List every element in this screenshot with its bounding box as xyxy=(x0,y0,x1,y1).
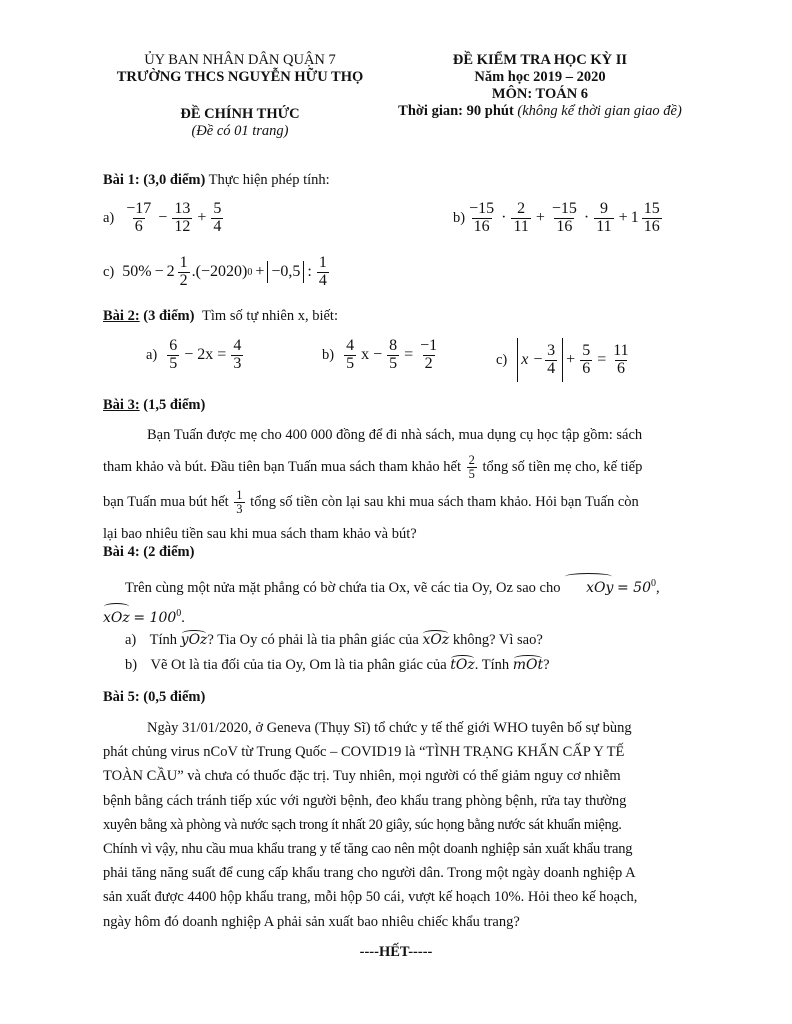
fraction: $\frac{-15}{16}$ xyxy=(551,200,577,235)
absolute-value: x − $\frac{3}{4}$ xyxy=(517,338,563,382)
bai2-b: b) $\frac{4}{5}$ x − $\frac{8}{5}$ = $\frac{-1}{2}$ xyxy=(322,337,438,372)
bai4-question-b: b) Vẽ Ot là tia đối của tia Oy, Om là tia phân giác của tOz. Tính mOt? xyxy=(125,657,550,673)
bai1-heading xyxy=(103,172,330,189)
bai5-line: TOÀN CẦU” và chưa có thuốc đặc trị. Tuy nhiên, mọi người có thể giảm nguy cơ nhiễm xyxy=(103,768,621,785)
mixed-number: 2 $\frac{1}{2}$ xyxy=(166,254,188,289)
header-left xyxy=(100,52,380,140)
mixed-number: 1 $\frac{15}{16}$ xyxy=(630,200,660,235)
fraction: $\frac{-15}{16}$ xyxy=(469,200,495,235)
fraction: $\frac{-17}{6}$ xyxy=(126,200,152,235)
bai5-body xyxy=(103,716,693,934)
district-committee: ỦY BAN NHÂN DÂN QUẬN 7 xyxy=(144,52,336,68)
absolute-value: −0,5 xyxy=(267,261,304,283)
fraction: $\frac{8}{5}$ xyxy=(389,337,398,372)
time-note: (không kể thời gian giao đề) xyxy=(517,103,682,119)
bai1-a-label: a) xyxy=(103,209,115,226)
bai2-a: a) $\frac{6}{5}$ − 2x = $\frac{4}{3}$ xyxy=(146,337,242,372)
bai2-points: (3 điểm) xyxy=(143,308,195,324)
fraction: $\frac{4}{5}$ xyxy=(346,337,355,372)
angle-yoz: yOz xyxy=(180,632,208,648)
header-right xyxy=(370,52,710,120)
fraction: $\frac{5}{4}$ xyxy=(213,200,222,235)
subject: MÔN: TOÁN 6 xyxy=(491,86,589,102)
fraction: $\frac{2}{11}$ xyxy=(513,200,529,235)
fraction: $\frac{4}{3}$ xyxy=(233,337,242,372)
bai1-c-label: c) xyxy=(103,263,115,280)
angle-xoz: xOz xyxy=(422,632,450,648)
bai2-heading xyxy=(103,308,338,325)
bai1-b-label: b) xyxy=(453,209,466,226)
time-line xyxy=(370,103,710,120)
bai1-b: b) $\frac{-15}{16}$ · $\frac{2}{11}$ + $\frac{-15}{16}$ · $\frac{9}{11}$ + 1 $\frac{15}{16}$ xyxy=(453,201,664,236)
bai2-title: Bài 2: xyxy=(103,308,140,324)
school-name: TRƯỜNG THCS NGUYỄN HỮU THỌ xyxy=(116,69,364,85)
time-label: Thời gian: 90 phút xyxy=(398,103,514,119)
bai5-line: bệnh bằng cách tránh tiếp xúc với người bệnh, đeo khẩu trang phòng bệnh, rửa tay thường xyxy=(103,792,627,809)
exam-title: ĐỀ KIỂM TRA HỌC KỲ II xyxy=(452,52,628,68)
bai4-title: Bài 4: (2 điểm) xyxy=(103,544,195,560)
official-label: ĐỀ CHÍNH THỨC xyxy=(180,106,300,122)
bai5-line: xuyên bằng xà phòng và nước sạch trong ít nhất 20 giây, súc họng bằng nước sát khuẩn miệng. xyxy=(103,816,622,833)
angle-mot: mOt xyxy=(512,657,544,673)
school-year: Năm học 2019 – 2020 xyxy=(474,69,606,85)
bai2-c: c) x − $\frac{3}{4}$ + $\frac{5}{6}$ = $\frac{11}{6}$ xyxy=(496,338,633,382)
pages-note: (Đề có 01 trang) xyxy=(191,123,289,139)
bai5-line: ngày hôm đó doanh nghiệp A phải sản xuất bao nhiêu chiếc khẩu trang? xyxy=(103,913,520,930)
bai3-line: bạn Tuấn mua bút hết $\frac{1}{3}$ tổng số tiền còn lại sau khi mua sách tham khảo. Hỏi bạn Tuấn còn xyxy=(103,488,639,517)
angle-toz: tOz xyxy=(450,657,475,673)
fraction: $\frac{9}{11}$ xyxy=(596,200,612,235)
bai5-line: phải tăng năng suất để cung cấp khẩu trang cho người dân. Trong một ngày doanh nghiệp A xyxy=(103,865,636,882)
bai1-title: Bài 1: (3,0 điểm) xyxy=(103,172,206,188)
bai3-title: Bài 3: xyxy=(103,397,140,413)
fraction: $\frac{1}{3}$ xyxy=(236,488,243,517)
bai3-line: Bạn Tuấn được mẹ cho 400 000 đồng để đi nhà sách, mua dụng cụ học tập gồm: sách xyxy=(147,427,643,443)
fraction: $\frac{2}{5}$ xyxy=(468,452,475,481)
fraction: $\frac{5}{6}$ xyxy=(582,341,591,377)
bai4-statement: Trên cùng một nửa mặt phẳng có bờ chứa tia Ox, vẽ các tia Oy, Oz sao cho xOy = $50^0$, xOz = $100^0$. xyxy=(103,571,695,631)
bai3-points: (1,5 điểm) xyxy=(143,397,206,413)
bai3-body xyxy=(103,420,688,550)
angle-xoy: xOy xyxy=(564,575,613,601)
fraction: $\frac{11}{6}$ xyxy=(613,341,629,377)
fraction: $\frac{13}{12}$ xyxy=(174,200,191,235)
bai5-line: Ngày 31/01/2020, ở Geneva (Thụy Sĩ) tổ chức y tế thế giới WHO tuyên bố sự bùng xyxy=(147,720,632,736)
bai5-line: sản xuất được 4400 hộp khẩu trang, mỗi hộp 50 cái, vượt kế hoạch 10%. Hỏi theo kế hoạch, xyxy=(103,889,638,906)
bai2-instruction: Tìm số tự nhiên x, biết: xyxy=(202,308,338,324)
fraction: $\frac{1}{4}$ xyxy=(318,254,327,289)
bai1-a: a) $\frac{-17}{6}$ − $\frac{13}{12}$ + $\frac{5}{4}$ xyxy=(103,200,222,235)
angle-xoz: xOz xyxy=(103,605,130,631)
bai5-line: phát chủng virus nCoV từ Trung Quốc – COVID19 là “TÌNH TRẠNG KHẨN CẤP Y TẾ xyxy=(103,744,625,761)
bai3-line: lại bao nhiêu tiền sau khi mua sách tham khảo và bút? xyxy=(103,525,417,542)
bai4-question-a: a) Tính yOz? Tia Oy có phải là tia phân giác của xOz không? Vì sao? xyxy=(125,632,543,648)
bai5-title: Bài 5: (0,5 điểm) xyxy=(103,689,206,705)
bai3-heading xyxy=(103,397,205,414)
bai1-instruction: Thực hiện phép tính: xyxy=(208,172,330,188)
fraction: $\frac{6}{5}$ xyxy=(169,337,178,372)
fraction: $\frac{-1}{2}$ xyxy=(420,337,438,372)
bai3-line: tham khảo và bút. Đầu tiên bạn Tuấn mua sách tham khảo hết $\frac{2}{5}$ tổng số tiền mẹ cho, kế tiếp xyxy=(103,452,643,481)
end-marker: ----HẾT----- xyxy=(359,944,433,960)
bai5-line: Chính vì vậy, nhu cầu mua khẩu trang y tế tăng cao nên một doanh nghiệp sản xuất khẩu trang xyxy=(103,841,633,858)
bai1-c: c) 50% − 2 $\frac{1}{2}$ .(−2020) 0 + −0,5 : $\frac{1}{4}$ xyxy=(103,254,327,289)
